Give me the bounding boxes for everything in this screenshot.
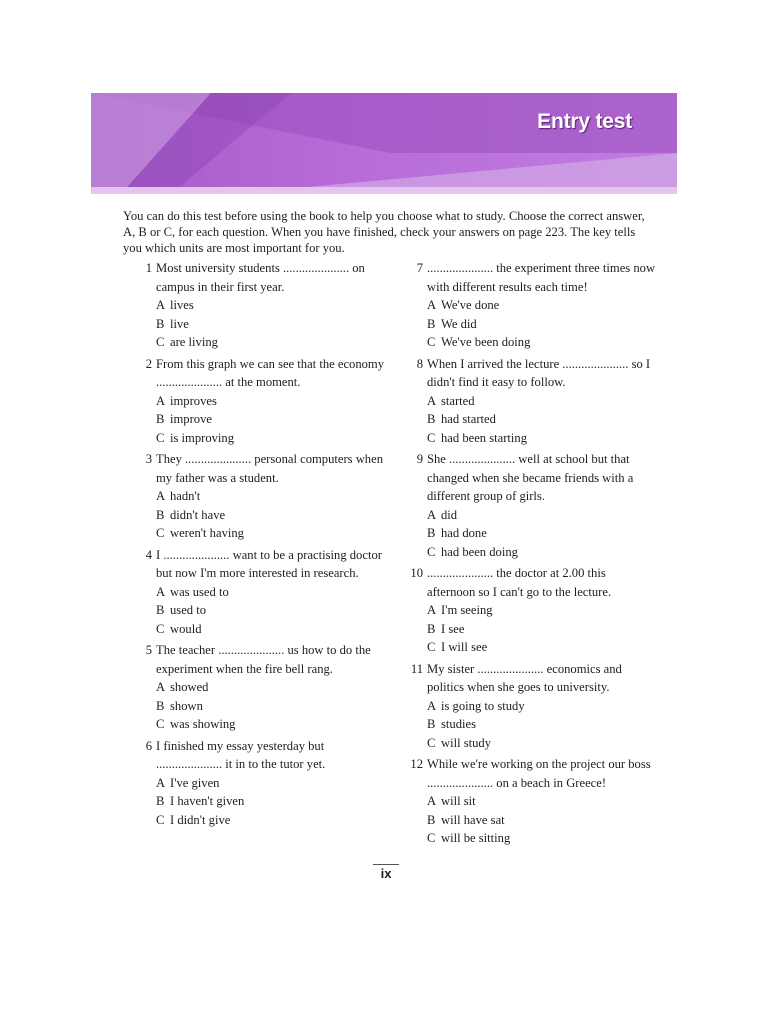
option-text: shown [170, 698, 203, 713]
option-letter: B [427, 812, 436, 827]
question-item [136, 259, 386, 352]
option-letter: C [427, 430, 436, 445]
question-text: ..................... the experiment three times now with different results each time! [427, 261, 656, 294]
option-text: is going to study [441, 698, 525, 713]
option-text: would [170, 621, 202, 636]
option-text: We did [441, 316, 477, 331]
option-letter: C [427, 335, 436, 349]
question-number: 7 [416, 261, 423, 275]
option-letter: A [427, 393, 437, 408]
question-text: She ..................... well at school but that changed when she became friends with a different group of girls. [427, 452, 634, 503]
option-text: I'm seeing [441, 603, 493, 617]
option-text: weren't having [170, 526, 244, 540]
question-text: I finished my essay yesterday but ..................... it in to the tutor yet. [156, 738, 326, 771]
question-text: When I arrived the lecture ..................... so I didn't find it easy to follow. [427, 356, 651, 389]
option-letter: B [156, 698, 165, 713]
instructions: You can do this test before using the book to help you choose what to study. Choose the correct answer, A, B or C, for each question. When you have finished, check your answers on page 223. The key tells you which units are most important for you. [123, 209, 645, 255]
answer-option [156, 333, 386, 352]
option-text: We've been doing [441, 335, 531, 349]
option-letter: C [156, 430, 165, 445]
question-number: 1 [145, 261, 152, 275]
answer-option [427, 333, 657, 352]
option-letter: B [156, 316, 165, 331]
question-item [136, 641, 386, 734]
option-text: is improving [170, 430, 235, 445]
question-number: 9 [416, 452, 423, 466]
question-item [407, 564, 657, 657]
option-letter: C [156, 621, 165, 636]
question-item [407, 450, 657, 561]
question-item [136, 737, 386, 830]
option-letter: B [427, 717, 436, 731]
option-letter: A [156, 680, 166, 694]
option-letter: C [156, 526, 165, 540]
option-letter: A [427, 507, 437, 522]
option-text: hadn't [170, 489, 201, 503]
answer-option [156, 429, 386, 448]
option-text: I didn't give [170, 812, 231, 827]
option-letter: C [427, 831, 436, 845]
option-letter: B [156, 507, 165, 522]
question-text: Most university students ..................... on campus in their first year. [156, 261, 365, 294]
answer-option [427, 715, 657, 734]
question-text: From this graph we can see that the economy ..................... at the moment. [156, 356, 385, 389]
option-text: will have sat [441, 812, 505, 827]
option-text: We've done [441, 298, 500, 312]
option-letter: B [427, 412, 436, 426]
answer-option [427, 601, 657, 620]
option-letter: C [156, 717, 165, 731]
option-letter: C [156, 812, 165, 827]
answer-option [156, 715, 386, 734]
answer-option [156, 811, 386, 830]
option-letter: A [427, 794, 437, 808]
option-text: started [441, 393, 475, 408]
question-item [407, 660, 657, 753]
answer-option [156, 506, 386, 525]
question-number: 11 [410, 661, 423, 676]
questions-column-left [136, 259, 386, 832]
option-letter: B [156, 412, 165, 426]
question-item [407, 355, 657, 448]
answer-option [427, 829, 657, 848]
answer-option [427, 811, 657, 830]
option-letter: B [427, 621, 436, 636]
option-text: had been starting [441, 430, 528, 445]
option-letter: A [156, 393, 166, 408]
option-text: didn't have [170, 507, 226, 522]
option-letter: A [427, 298, 437, 312]
question-item [407, 755, 657, 848]
question-item [136, 450, 386, 543]
option-text: will sit [441, 794, 476, 808]
option-letter: A [427, 603, 437, 617]
option-letter: B [427, 316, 436, 331]
answer-option [156, 487, 386, 506]
option-text: was showing [170, 717, 236, 731]
option-text: had been doing [441, 544, 518, 559]
option-text: will study [441, 735, 492, 750]
answer-option [156, 620, 386, 639]
question-number: 3 [145, 452, 152, 466]
question-text: ..................... the doctor at 2.00 this afternoon so I can't go to the lecture. [427, 566, 612, 599]
answer-option [156, 583, 386, 602]
answer-option [427, 429, 657, 448]
option-letter: A [156, 489, 166, 503]
banner-decoration [91, 93, 677, 194]
answer-option [156, 697, 386, 716]
option-text: was used to [170, 584, 229, 599]
option-text: I will see [441, 640, 488, 654]
option-text: live [170, 316, 189, 331]
option-text: are living [170, 335, 218, 349]
option-text: showed [170, 680, 209, 694]
option-letter: B [427, 526, 436, 540]
question-text: My sister ..................... economics and politics when she goes to university. [427, 661, 622, 694]
answer-option [427, 315, 657, 334]
answer-option [156, 524, 386, 543]
question-number: 4 [145, 547, 152, 562]
question-number: 2 [145, 356, 152, 371]
option-text: studies [441, 717, 476, 731]
option-text: did [441, 507, 458, 522]
answer-option [427, 792, 657, 811]
option-letter: B [156, 603, 165, 617]
option-text: I haven't given [170, 794, 245, 808]
option-letter: A [156, 298, 166, 312]
answer-option [427, 392, 657, 411]
option-letter: A [156, 775, 166, 790]
question-text: I ..................... want to be a practising doctor but now I'm more interested in research. [156, 547, 382, 580]
answer-option [427, 296, 657, 315]
question-number: 6 [145, 738, 152, 753]
option-letter: C [427, 544, 436, 559]
question-item [136, 546, 386, 639]
option-text: will be sitting [441, 831, 511, 845]
answer-option [427, 734, 657, 753]
answer-option [156, 410, 386, 429]
option-text: used to [170, 603, 207, 617]
page-title: Entry test [537, 110, 632, 133]
question-number: 5 [145, 643, 152, 657]
question-number: 8 [416, 356, 423, 371]
answer-option [427, 410, 657, 429]
option-text: improve [170, 412, 212, 426]
option-letter: A [156, 584, 166, 599]
header-banner [91, 93, 677, 194]
answer-option [156, 792, 386, 811]
option-letter: C [427, 640, 436, 654]
question-number: 12 [410, 757, 423, 771]
answer-option [156, 296, 386, 315]
question-text: The teacher ..................... us how to do the experiment when the fire bell rang. [156, 643, 371, 676]
answer-option [427, 697, 657, 716]
question-text: They ..................... personal computers when my father was a student. [156, 452, 383, 485]
page-number: ix [373, 864, 399, 881]
option-letter: C [427, 735, 436, 750]
option-text: had started [441, 412, 496, 426]
answer-option [156, 601, 386, 620]
answer-option [156, 774, 386, 793]
question-item [407, 259, 657, 352]
answer-option [427, 543, 657, 562]
question-item [136, 355, 386, 448]
option-text: had done [441, 526, 487, 540]
answer-option [427, 524, 657, 543]
option-text: improves [170, 393, 217, 408]
option-text: I see [441, 621, 465, 636]
question-text: While we're working on the project our boss ..................... on a beach in Greece! [427, 757, 651, 790]
option-text: lives [170, 298, 194, 312]
answer-option [427, 620, 657, 639]
option-letter: C [156, 335, 165, 349]
answer-option [427, 638, 657, 657]
answer-option [427, 506, 657, 525]
answer-option [156, 678, 386, 697]
option-letter: B [156, 794, 165, 808]
answer-option [156, 392, 386, 411]
option-text: I've given [170, 775, 220, 790]
question-number: 10 [410, 566, 423, 580]
questions-column-right [407, 259, 657, 851]
answer-option [156, 315, 386, 334]
option-letter: A [427, 698, 437, 713]
